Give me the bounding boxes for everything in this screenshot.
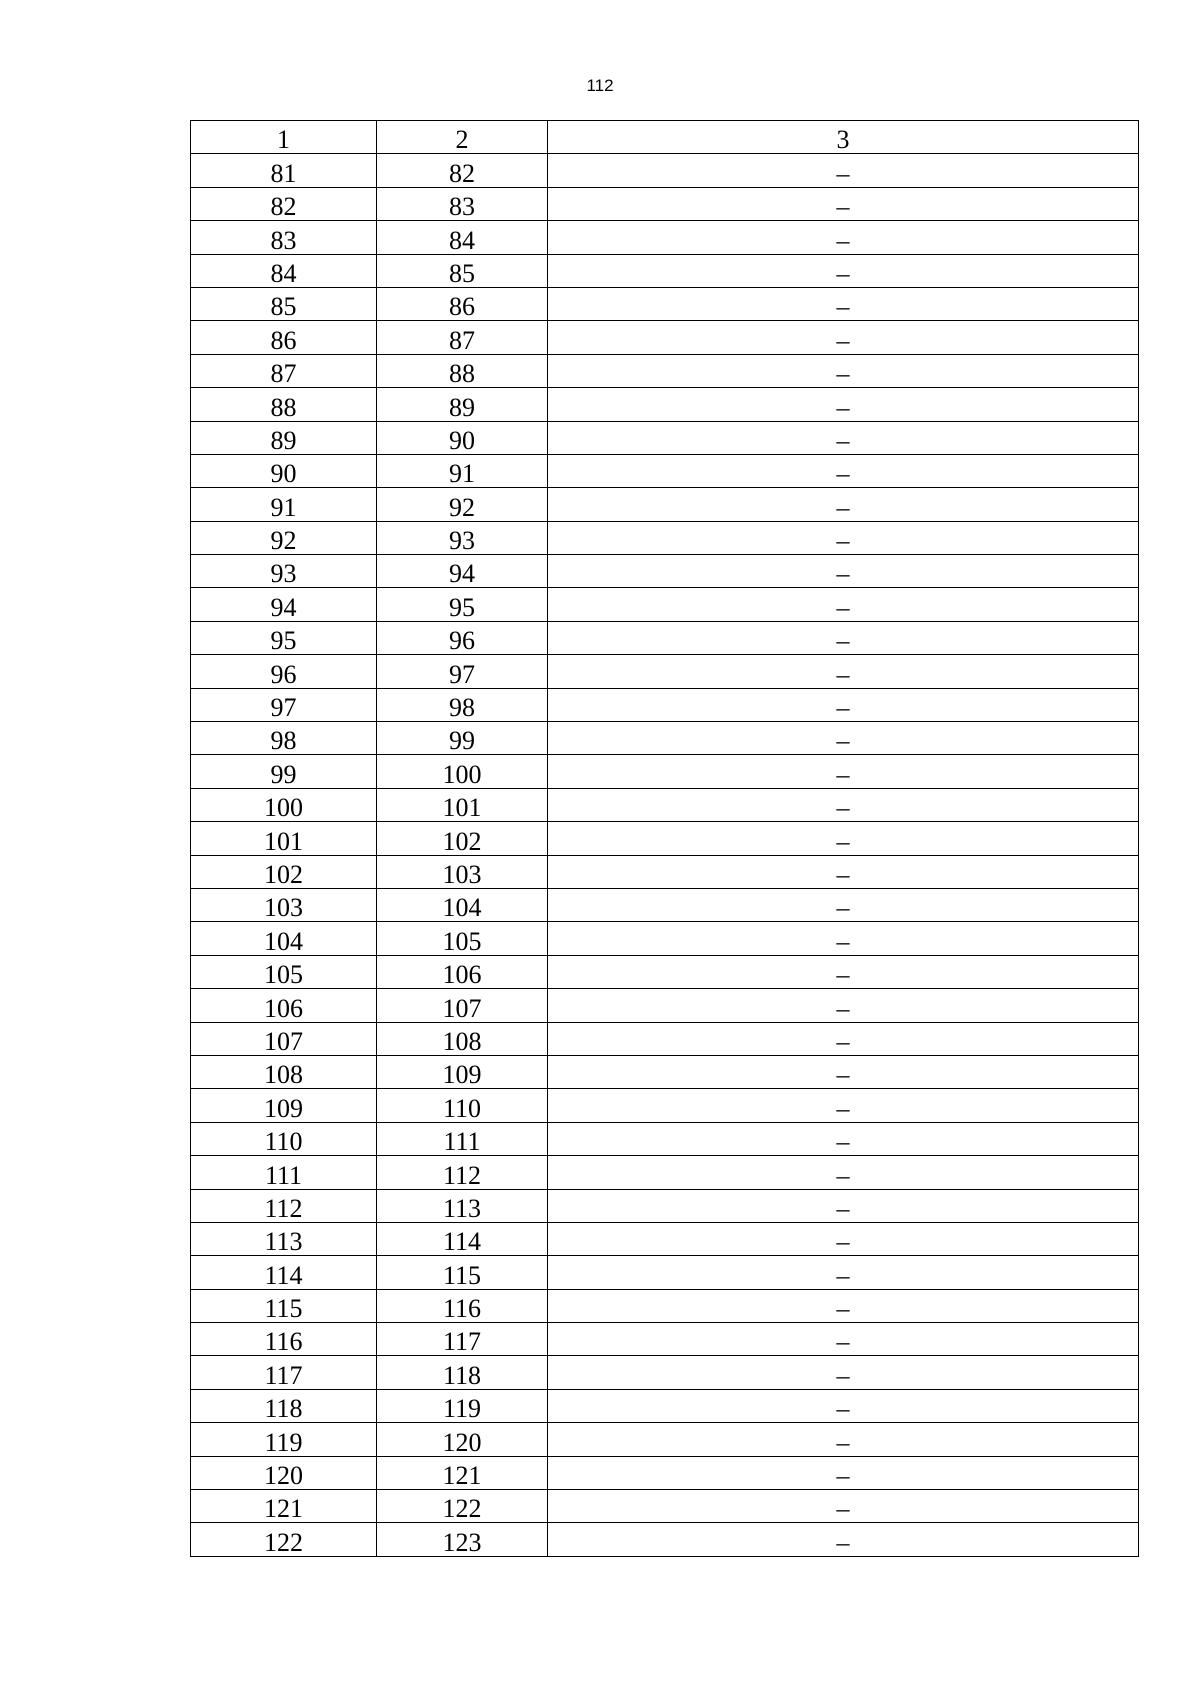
- table-cell-col-3: –: [548, 1323, 1139, 1356]
- table-row: [191, 1490, 1139, 1523]
- table-cell-col-3: –: [548, 187, 1139, 220]
- table-row: [191, 1389, 1139, 1422]
- table-row: [191, 521, 1139, 554]
- table-row: [191, 888, 1139, 921]
- table-cell-col-2: 91: [377, 454, 548, 487]
- table-cell-col-3: –: [548, 1389, 1139, 1422]
- table-row: [191, 855, 1139, 888]
- table-cell-col-3: –: [548, 154, 1139, 187]
- table-row: [191, 788, 1139, 821]
- table-cell-col-3: –: [548, 655, 1139, 688]
- table-cell-col-1: 83: [191, 221, 377, 254]
- table-cell-col-2: 109: [377, 1055, 548, 1088]
- table-cell-col-1: 119: [191, 1423, 377, 1456]
- table-cell-col-1: 89: [191, 421, 377, 454]
- table-cell-col-2: 84: [377, 221, 548, 254]
- table-cell-col-1: 92: [191, 521, 377, 554]
- table-row: [191, 922, 1139, 955]
- table-cell-col-1: 104: [191, 922, 377, 955]
- table-cell-col-1: 103: [191, 888, 377, 921]
- table-cell-col-2: 113: [377, 1189, 548, 1222]
- table-row: [191, 187, 1139, 220]
- table-row: [191, 254, 1139, 287]
- table-row: [191, 354, 1139, 387]
- table-cell-col-2: 116: [377, 1289, 548, 1322]
- table-cell-col-3: –: [548, 421, 1139, 454]
- table-cell-col-2: 122: [377, 1490, 548, 1523]
- table-cell-col-1: 115: [191, 1289, 377, 1322]
- table-cell-col-2: 123: [377, 1523, 548, 1556]
- table-cell-col-2: 105: [377, 922, 548, 955]
- table-cell-col-1: 81: [191, 154, 377, 187]
- table-cell-col-3: –: [548, 555, 1139, 588]
- table-cell-col-1: 97: [191, 688, 377, 721]
- table-cell-col-3: –: [548, 1423, 1139, 1456]
- table-cell-col-1: 98: [191, 722, 377, 755]
- table-cell-col-1: 111: [191, 1156, 377, 1189]
- table-cell-col-2: 108: [377, 1022, 548, 1055]
- table-cell-col-2: 121: [377, 1456, 548, 1489]
- table-cell-col-3: –: [548, 1256, 1139, 1289]
- table-cell-col-3: –: [548, 955, 1139, 988]
- column-header-2: 2: [377, 121, 548, 154]
- table-cell-col-1: 84: [191, 254, 377, 287]
- table-row: [191, 454, 1139, 487]
- table-cell-col-1: 116: [191, 1323, 377, 1356]
- table-cell-col-1: 110: [191, 1122, 377, 1155]
- table-cell-col-2: 103: [377, 855, 548, 888]
- table-cell-col-2: 111: [377, 1122, 548, 1155]
- table-cell-col-2: 89: [377, 388, 548, 421]
- table-cell-col-3: –: [548, 1122, 1139, 1155]
- table-row: [191, 1122, 1139, 1155]
- table-row: [191, 722, 1139, 755]
- table-row: [191, 1523, 1139, 1556]
- table-row: [191, 955, 1139, 988]
- table-cell-col-1: 96: [191, 655, 377, 688]
- table-cell-col-3: –: [548, 1022, 1139, 1055]
- table-row: [191, 1256, 1139, 1289]
- table-cell-col-3: –: [548, 1289, 1139, 1322]
- table-cell-col-2: 104: [377, 888, 548, 921]
- table-cell-col-2: 94: [377, 555, 548, 588]
- table-cell-col-3: –: [548, 688, 1139, 721]
- table-cell-col-1: 105: [191, 955, 377, 988]
- table-cell-col-2: 102: [377, 822, 548, 855]
- table-row: [191, 1222, 1139, 1255]
- table-row: [191, 688, 1139, 721]
- table-row: [191, 989, 1139, 1022]
- table-cell-col-3: –: [548, 1189, 1139, 1222]
- table-cell-col-1: 95: [191, 621, 377, 654]
- table-row: [191, 388, 1139, 421]
- table-cell-col-1: 85: [191, 287, 377, 320]
- table-cell-col-1: 93: [191, 555, 377, 588]
- table-cell-col-2: 86: [377, 287, 548, 320]
- table-row: [191, 1456, 1139, 1489]
- table-row: [191, 1022, 1139, 1055]
- table-cell-col-3: –: [548, 621, 1139, 654]
- table-cell-col-3: –: [548, 1055, 1139, 1088]
- table-cell-col-3: –: [548, 788, 1139, 821]
- table-cell-col-2: 97: [377, 655, 548, 688]
- table-cell-col-2: 117: [377, 1323, 548, 1356]
- table-cell-col-2: 88: [377, 354, 548, 387]
- table-cell-col-3: –: [548, 454, 1139, 487]
- table-row: [191, 221, 1139, 254]
- table-cell-col-3: –: [548, 888, 1139, 921]
- table-cell-col-3: –: [548, 1490, 1139, 1523]
- table-cell-col-3: –: [548, 521, 1139, 554]
- table-cell-col-1: 112: [191, 1189, 377, 1222]
- column-header-3: 3: [548, 121, 1139, 154]
- column-header-1: 1: [191, 121, 377, 154]
- table-cell-col-2: 115: [377, 1256, 548, 1289]
- table-cell-col-1: 121: [191, 1490, 377, 1523]
- table-cell-col-2: 99: [377, 722, 548, 755]
- table-cell-col-3: –: [548, 1222, 1139, 1255]
- table-cell-col-2: 112: [377, 1156, 548, 1189]
- table-cell-col-1: 90: [191, 454, 377, 487]
- table-row: [191, 154, 1139, 187]
- table-cell-col-2: 120: [377, 1423, 548, 1456]
- table-cell-col-3: –: [548, 588, 1139, 621]
- table-row: [191, 755, 1139, 788]
- table-header-row: [191, 121, 1139, 154]
- table-cell-col-3: –: [548, 488, 1139, 521]
- table-cell-col-1: 120: [191, 1456, 377, 1489]
- table-cell-col-1: 101: [191, 822, 377, 855]
- table-cell-col-3: –: [548, 755, 1139, 788]
- table-cell-col-1: 118: [191, 1389, 377, 1422]
- table-cell-col-3: –: [548, 287, 1139, 320]
- table-cell-col-2: 107: [377, 989, 548, 1022]
- table-row: [191, 1156, 1139, 1189]
- table-cell-col-2: 82: [377, 154, 548, 187]
- table-cell-col-3: –: [548, 722, 1139, 755]
- table-row: [191, 1089, 1139, 1122]
- table-cell-col-1: 109: [191, 1089, 377, 1122]
- table-cell-col-3: –: [548, 822, 1139, 855]
- table-row: [191, 421, 1139, 454]
- table-cell-col-2: 118: [377, 1356, 548, 1389]
- table-row: [191, 555, 1139, 588]
- table-cell-col-2: 110: [377, 1089, 548, 1122]
- table-cell-col-3: –: [548, 1156, 1139, 1189]
- table-cell-col-3: –: [548, 1089, 1139, 1122]
- table-cell-col-1: 102: [191, 855, 377, 888]
- data-table: [190, 120, 1139, 1557]
- table-row: [191, 1356, 1139, 1389]
- table-row: [191, 822, 1139, 855]
- table-row: [191, 1289, 1139, 1322]
- table-cell-col-2: 87: [377, 321, 548, 354]
- table-row: [191, 488, 1139, 521]
- table-cell-col-1: 87: [191, 354, 377, 387]
- table-cell-col-2: 100: [377, 755, 548, 788]
- table-row: [191, 621, 1139, 654]
- table-cell-col-2: 96: [377, 621, 548, 654]
- table-cell-col-3: –: [548, 388, 1139, 421]
- table-cell-col-1: 122: [191, 1523, 377, 1556]
- page-number: 112: [586, 76, 614, 95]
- table-cell-col-1: 91: [191, 488, 377, 521]
- table-cell-col-2: 95: [377, 588, 548, 621]
- table-cell-col-3: –: [548, 989, 1139, 1022]
- table-row: [191, 1323, 1139, 1356]
- table-cell-col-2: 119: [377, 1389, 548, 1422]
- table-cell-col-1: 106: [191, 989, 377, 1022]
- table-cell-col-3: –: [548, 1456, 1139, 1489]
- table-cell-col-1: 107: [191, 1022, 377, 1055]
- table-cell-col-1: 100: [191, 788, 377, 821]
- table-cell-col-1: 86: [191, 321, 377, 354]
- table-cell-col-2: 98: [377, 688, 548, 721]
- table-cell-col-3: –: [548, 855, 1139, 888]
- table-cell-col-1: 114: [191, 1256, 377, 1289]
- table-cell-col-3: –: [548, 254, 1139, 287]
- table-cell-col-1: 88: [191, 388, 377, 421]
- table-cell-col-2: 92: [377, 488, 548, 521]
- table-row: [191, 588, 1139, 621]
- table-row: [191, 321, 1139, 354]
- table-cell-col-2: 106: [377, 955, 548, 988]
- table-cell-col-2: 83: [377, 187, 548, 220]
- table-cell-col-2: 90: [377, 421, 548, 454]
- table-cell-col-1: 99: [191, 755, 377, 788]
- table-cell-col-3: –: [548, 221, 1139, 254]
- table-cell-col-2: 114: [377, 1222, 548, 1255]
- table-cell-col-1: 117: [191, 1356, 377, 1389]
- table-cell-col-3: –: [548, 354, 1139, 387]
- table-cell-col-1: 94: [191, 588, 377, 621]
- table-cell-col-2: 93: [377, 521, 548, 554]
- table-body: [191, 121, 1139, 1557]
- table-cell-col-2: 85: [377, 254, 548, 287]
- table-cell-col-3: –: [548, 922, 1139, 955]
- table-cell-col-1: 113: [191, 1222, 377, 1255]
- table-cell-col-2: 101: [377, 788, 548, 821]
- table-row: [191, 1189, 1139, 1222]
- table-row: [191, 287, 1139, 320]
- table-row: [191, 655, 1139, 688]
- table-cell-col-1: 82: [191, 187, 377, 220]
- table-cell-col-3: –: [548, 321, 1139, 354]
- table-row: [191, 1423, 1139, 1456]
- table-cell-col-3: –: [548, 1356, 1139, 1389]
- table-cell-col-1: 108: [191, 1055, 377, 1088]
- table-cell-col-3: –: [548, 1523, 1139, 1556]
- table-row: [191, 1055, 1139, 1088]
